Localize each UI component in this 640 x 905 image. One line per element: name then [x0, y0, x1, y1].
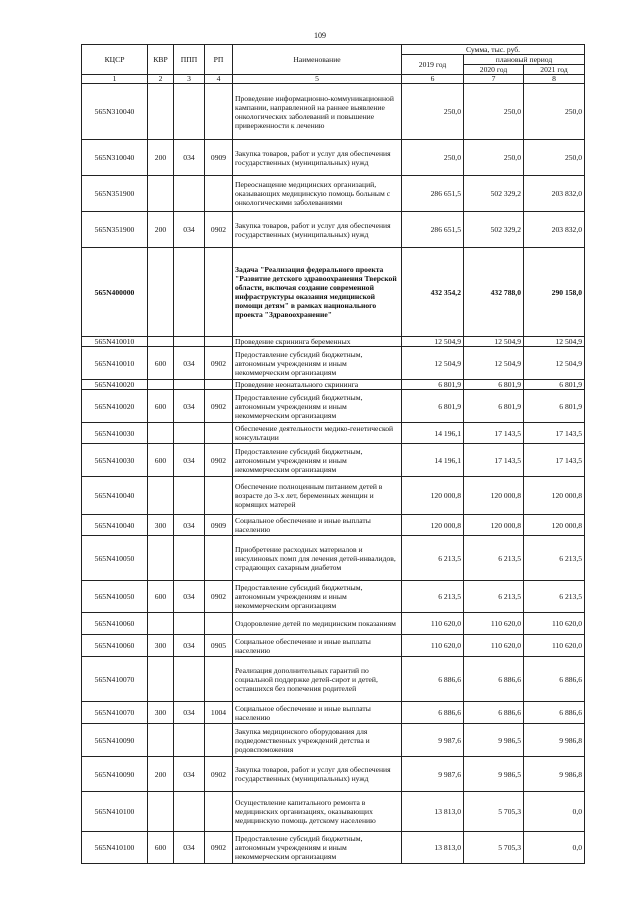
cell-amount-2021: 290 158,0	[524, 248, 585, 337]
cell-kcsr: 565N410100	[82, 792, 148, 832]
cell-ppp: 034	[174, 390, 205, 423]
cell-kvr: 300	[148, 635, 174, 657]
cell-amount-2020: 110 620,0	[464, 613, 524, 635]
header-year-2020: 2020 год	[464, 65, 524, 75]
cell-amount-2021: 6 886,6	[524, 657, 585, 702]
cell-kcsr: 565N410030	[82, 423, 148, 444]
cell-amount-2019: 286 651,5	[402, 212, 464, 248]
table-row	[82, 347, 585, 380]
cell-kcsr: 565N410070	[82, 702, 148, 724]
cell-amount-2020: 250,0	[464, 84, 524, 140]
cell-kvr: 200	[148, 757, 174, 792]
table-row	[82, 581, 585, 613]
cell-kcsr: 565N410030	[82, 444, 148, 477]
cell-kvr: 600	[148, 444, 174, 477]
cell-name: Закупка товаров, работ и услуг для обеспечения государственных (муниципальных) нужд	[233, 757, 402, 792]
cell-kcsr: 565N351900	[82, 176, 148, 212]
cell-name: Социальное обеспечение и иные выплаты населению	[233, 702, 402, 724]
table-row	[82, 515, 585, 536]
cell-name: Закупка медицинского оборудования для подведомственных учреждений детства и родовспоможения	[233, 724, 402, 757]
cell-amount-2019: 14 196,1	[402, 423, 464, 444]
table-row	[82, 702, 585, 724]
cell-kcsr: 565N400000	[82, 248, 148, 337]
cell-rp	[205, 792, 233, 832]
cell-name: Оздоровление детей по медицинским показаниям	[233, 613, 402, 635]
header-year-2021: 2021 год	[524, 65, 585, 75]
cell-kcsr: 565N310040	[82, 84, 148, 140]
cell-ppp	[174, 248, 205, 337]
table-row	[82, 140, 585, 176]
cell-amount-2019: 110 620,0	[402, 635, 464, 657]
cell-amount-2020: 120 000,8	[464, 515, 524, 536]
cell-amount-2020: 502 329,2	[464, 176, 524, 212]
cell-amount-2019: 6 801,9	[402, 380, 464, 390]
cell-amount-2021: 203 832,0	[524, 212, 585, 248]
page-number: 109	[314, 31, 326, 40]
cell-kcsr: 565N410040	[82, 515, 148, 536]
cell-kvr	[148, 176, 174, 212]
header-rp: РП	[205, 45, 233, 75]
table-row	[82, 613, 585, 635]
cell-amount-2021: 110 620,0	[524, 613, 585, 635]
cell-amount-2020: 12 504,9	[464, 337, 524, 347]
header-sum: Сумма, тыс. руб.	[402, 45, 585, 55]
cell-amount-2021: 12 504,9	[524, 347, 585, 380]
cell-ppp: 034	[174, 702, 205, 724]
cell-ppp: 034	[174, 581, 205, 613]
cell-amount-2020: 9 986,5	[464, 757, 524, 792]
cell-rp	[205, 724, 233, 757]
cell-kvr: 600	[148, 832, 174, 864]
table-row	[82, 176, 585, 212]
cell-amount-2020: 432 788,0	[464, 248, 524, 337]
cell-name: Социальное обеспечение и иные выплаты населению	[233, 635, 402, 657]
cell-amount-2020: 120 000,8	[464, 477, 524, 515]
cell-amount-2020: 250,0	[464, 140, 524, 176]
cell-amount-2019: 12 504,9	[402, 347, 464, 380]
cell-amount-2019: 14 196,1	[402, 444, 464, 477]
budget-table	[81, 44, 585, 864]
table-row	[82, 212, 585, 248]
cell-amount-2019: 250,0	[402, 84, 464, 140]
cell-ppp	[174, 176, 205, 212]
cell-ppp	[174, 657, 205, 702]
cell-amount-2021: 6 213,5	[524, 536, 585, 581]
column-numbers-row	[82, 75, 585, 84]
cell-rp	[205, 84, 233, 140]
cell-name: Закупка товаров, работ и услуг для обеспечения государственных (муниципальных) нужд	[233, 140, 402, 176]
cell-amount-2021: 0,0	[524, 832, 585, 864]
cell-amount-2020: 17 143,5	[464, 444, 524, 477]
header-name: Наименование	[233, 45, 402, 75]
cell-kvr	[148, 477, 174, 515]
cell-name: Приобретение расходных материалов и инсулиновых помп для лечения детей-инвалидов, страдающих сахарным диабетом	[233, 536, 402, 581]
cell-amount-2020: 6 213,5	[464, 536, 524, 581]
cell-ppp: 034	[174, 444, 205, 477]
cell-amount-2020: 9 986,5	[464, 724, 524, 757]
cell-rp	[205, 536, 233, 581]
cell-kvr	[148, 423, 174, 444]
cell-kcsr: 565N410070	[82, 657, 148, 702]
cell-kcsr: 565N410050	[82, 536, 148, 581]
cell-amount-2019: 9 987,6	[402, 757, 464, 792]
cell-rp: 0905	[205, 635, 233, 657]
cell-amount-2019: 120 000,8	[402, 477, 464, 515]
cell-rp: 0902	[205, 390, 233, 423]
cell-ppp: 034	[174, 515, 205, 536]
cell-amount-2021: 110 620,0	[524, 635, 585, 657]
cell-kcsr: 565N410050	[82, 581, 148, 613]
table-row	[82, 832, 585, 864]
cell-kcsr: 565N410100	[82, 832, 148, 864]
cell-amount-2021: 12 504,9	[524, 337, 585, 347]
table-row	[82, 423, 585, 444]
cell-ppp: 034	[174, 757, 205, 792]
cell-kvr: 600	[148, 390, 174, 423]
table-row	[82, 390, 585, 423]
column-number: 5	[233, 75, 402, 84]
cell-rp	[205, 380, 233, 390]
cell-amount-2021: 9 986,8	[524, 724, 585, 757]
cell-amount-2021: 120 000,8	[524, 477, 585, 515]
table-row	[82, 444, 585, 477]
column-number: 1	[82, 75, 148, 84]
column-number: 2	[148, 75, 174, 84]
cell-rp: 0902	[205, 212, 233, 248]
cell-kcsr: 565N351900	[82, 212, 148, 248]
cell-amount-2021: 120 000,8	[524, 515, 585, 536]
cell-amount-2019: 13 813,0	[402, 832, 464, 864]
cell-kcsr: 565N410020	[82, 380, 148, 390]
table-body	[82, 84, 585, 864]
column-number: 3	[174, 75, 205, 84]
header-ppp: ППП	[174, 45, 205, 75]
cell-kvr: 200	[148, 140, 174, 176]
cell-kcsr: 565N410010	[82, 347, 148, 380]
cell-rp: 0902	[205, 581, 233, 613]
cell-amount-2019: 120 000,8	[402, 515, 464, 536]
header-kcsr: КЦСР	[82, 45, 148, 75]
cell-kcsr: 565N410090	[82, 724, 148, 757]
table-row	[82, 380, 585, 390]
cell-kvr: 600	[148, 581, 174, 613]
cell-kcsr: 565N410060	[82, 613, 148, 635]
cell-kvr: 600	[148, 347, 174, 380]
cell-amount-2020: 6 801,9	[464, 390, 524, 423]
cell-kcsr: 565N410090	[82, 757, 148, 792]
cell-amount-2021: 250,0	[524, 140, 585, 176]
cell-kvr	[148, 380, 174, 390]
cell-amount-2019: 110 620,0	[402, 613, 464, 635]
cell-rp: 0902	[205, 444, 233, 477]
cell-amount-2021: 250,0	[524, 84, 585, 140]
cell-amount-2021: 17 143,5	[524, 444, 585, 477]
cell-name: Реализация дополнительных гарантий по социальной поддержке детей-сирот и детей, оставшихся без попечения родителей	[233, 657, 402, 702]
table-row	[82, 792, 585, 832]
cell-kvr	[148, 657, 174, 702]
cell-amount-2019: 6 801,9	[402, 390, 464, 423]
cell-ppp	[174, 792, 205, 832]
cell-amount-2021: 6 801,9	[524, 380, 585, 390]
cell-amount-2020: 110 620,0	[464, 635, 524, 657]
cell-rp: 0909	[205, 515, 233, 536]
cell-kvr: 300	[148, 515, 174, 536]
cell-amount-2019: 9 987,6	[402, 724, 464, 757]
cell-ppp	[174, 536, 205, 581]
cell-kcsr: 565N310040	[82, 140, 148, 176]
cell-amount-2020: 502 329,2	[464, 212, 524, 248]
table-row	[82, 635, 585, 657]
cell-amount-2020: 6 801,9	[464, 380, 524, 390]
cell-kcsr: 565N410040	[82, 477, 148, 515]
cell-kvr: 300	[148, 702, 174, 724]
cell-name: Задача "Реализация федерального проекта "Развитие детского здравоохранения Тверской области, включая создание современной инфраструктуры оказания медицинской помощи детям" в рамках национального проекта "Здравоохранение"	[233, 248, 402, 337]
cell-name: Предоставление субсидий бюджетным, автономным учреждениям и иным некоммерческим организациям	[233, 347, 402, 380]
cell-name: Проведение неонатального скрининга	[233, 380, 402, 390]
cell-kcsr: 565N410010	[82, 337, 148, 347]
cell-amount-2019: 250,0	[402, 140, 464, 176]
header-planned-period: плановый период	[464, 55, 585, 65]
cell-ppp: 034	[174, 832, 205, 864]
cell-amount-2020: 6 886,6	[464, 702, 524, 724]
cell-name: Закупка товаров, работ и услуг для обеспечения государственных (муниципальных) нужд	[233, 212, 402, 248]
table-row	[82, 536, 585, 581]
cell-kvr	[148, 724, 174, 757]
cell-amount-2019: 6 886,6	[402, 657, 464, 702]
cell-amount-2019: 13 813,0	[402, 792, 464, 832]
cell-rp	[205, 176, 233, 212]
cell-name: Проведение информационно-коммуникационной кампании, направленной на раннее выявление онкологических заболеваний и повышение приверженности к лечению	[233, 84, 402, 140]
cell-rp	[205, 613, 233, 635]
cell-kvr	[148, 792, 174, 832]
cell-name: Обеспечение деятельности медико-генетической консультации	[233, 423, 402, 444]
cell-amount-2021: 17 143,5	[524, 423, 585, 444]
cell-name: Проведение скрининга беременных	[233, 337, 402, 347]
cell-name: Осуществление капитального ремонта в медицинских организациях, оказывающих медицинскую помощь детскому населению	[233, 792, 402, 832]
cell-ppp: 034	[174, 347, 205, 380]
column-number: 6	[402, 75, 464, 84]
cell-amount-2020: 17 143,5	[464, 423, 524, 444]
table-row	[82, 724, 585, 757]
cell-kvr: 200	[148, 212, 174, 248]
cell-kvr	[148, 337, 174, 347]
cell-rp	[205, 337, 233, 347]
cell-kcsr: 565N410020	[82, 390, 148, 423]
cell-ppp	[174, 84, 205, 140]
cell-rp	[205, 657, 233, 702]
cell-ppp	[174, 380, 205, 390]
cell-amount-2019: 6 213,5	[402, 536, 464, 581]
cell-amount-2020: 12 504,9	[464, 347, 524, 380]
cell-amount-2021: 9 986,8	[524, 757, 585, 792]
cell-amount-2021: 6 801,9	[524, 390, 585, 423]
cell-ppp	[174, 337, 205, 347]
cell-rp: 1004	[205, 702, 233, 724]
cell-amount-2020: 5 705,3	[464, 832, 524, 864]
cell-ppp	[174, 477, 205, 515]
cell-name: Социальное обеспечение и иные выплаты населению	[233, 515, 402, 536]
cell-amount-2021: 6 213,5	[524, 581, 585, 613]
cell-kcsr: 565N410060	[82, 635, 148, 657]
cell-amount-2019: 12 504,9	[402, 337, 464, 347]
table-row	[82, 477, 585, 515]
cell-rp: 0909	[205, 140, 233, 176]
cell-kvr	[148, 536, 174, 581]
cell-amount-2019: 6 213,5	[402, 581, 464, 613]
cell-amount-2021: 0,0	[524, 792, 585, 832]
cell-rp: 0902	[205, 832, 233, 864]
table-row	[82, 337, 585, 347]
cell-name: Обеспечение полноценным питанием детей в возрасте до 3-х лет, беременных женщин и кормящих матерей	[233, 477, 402, 515]
cell-rp	[205, 477, 233, 515]
cell-amount-2019: 432 354,2	[402, 248, 464, 337]
cell-amount-2020: 6 213,5	[464, 581, 524, 613]
column-number: 7	[464, 75, 524, 84]
cell-ppp: 034	[174, 140, 205, 176]
cell-name: Предоставление субсидий бюджетным, автономным учреждениям и иным некоммерческим организациям	[233, 390, 402, 423]
column-number: 4	[205, 75, 233, 84]
cell-rp	[205, 248, 233, 337]
table-row	[82, 757, 585, 792]
cell-amount-2021: 6 886,6	[524, 702, 585, 724]
header-kvr: КВР	[148, 45, 174, 75]
cell-rp	[205, 423, 233, 444]
cell-kvr	[148, 613, 174, 635]
cell-ppp	[174, 724, 205, 757]
cell-amount-2021: 203 832,0	[524, 176, 585, 212]
cell-kvr	[148, 248, 174, 337]
cell-amount-2020: 6 886,6	[464, 657, 524, 702]
cell-name: Переоснащение медицинских организаций, оказывающих медицинскую помощь больным с онкологическими заболеваниями	[233, 176, 402, 212]
cell-kvr	[148, 84, 174, 140]
cell-ppp: 034	[174, 635, 205, 657]
column-number: 8	[524, 75, 585, 84]
cell-ppp	[174, 613, 205, 635]
cell-ppp: 034	[174, 212, 205, 248]
cell-name: Предоставление субсидий бюджетным, автономным учреждениям и иным некоммерческим организациям	[233, 832, 402, 864]
header-year-2019: 2019 год	[402, 55, 464, 75]
table-row	[82, 248, 585, 337]
cell-amount-2020: 5 705,3	[464, 792, 524, 832]
cell-rp: 0902	[205, 347, 233, 380]
table-row	[82, 657, 585, 702]
table-row	[82, 84, 585, 140]
cell-name: Предоставление субсидий бюджетным, автономным учреждениям и иным некоммерческим организациям	[233, 444, 402, 477]
cell-amount-2019: 286 651,5	[402, 176, 464, 212]
cell-rp: 0902	[205, 757, 233, 792]
cell-amount-2019: 6 886,6	[402, 702, 464, 724]
cell-ppp	[174, 423, 205, 444]
cell-name: Предоставление субсидий бюджетным, автономным учреждениям и иным некоммерческим организациям	[233, 581, 402, 613]
